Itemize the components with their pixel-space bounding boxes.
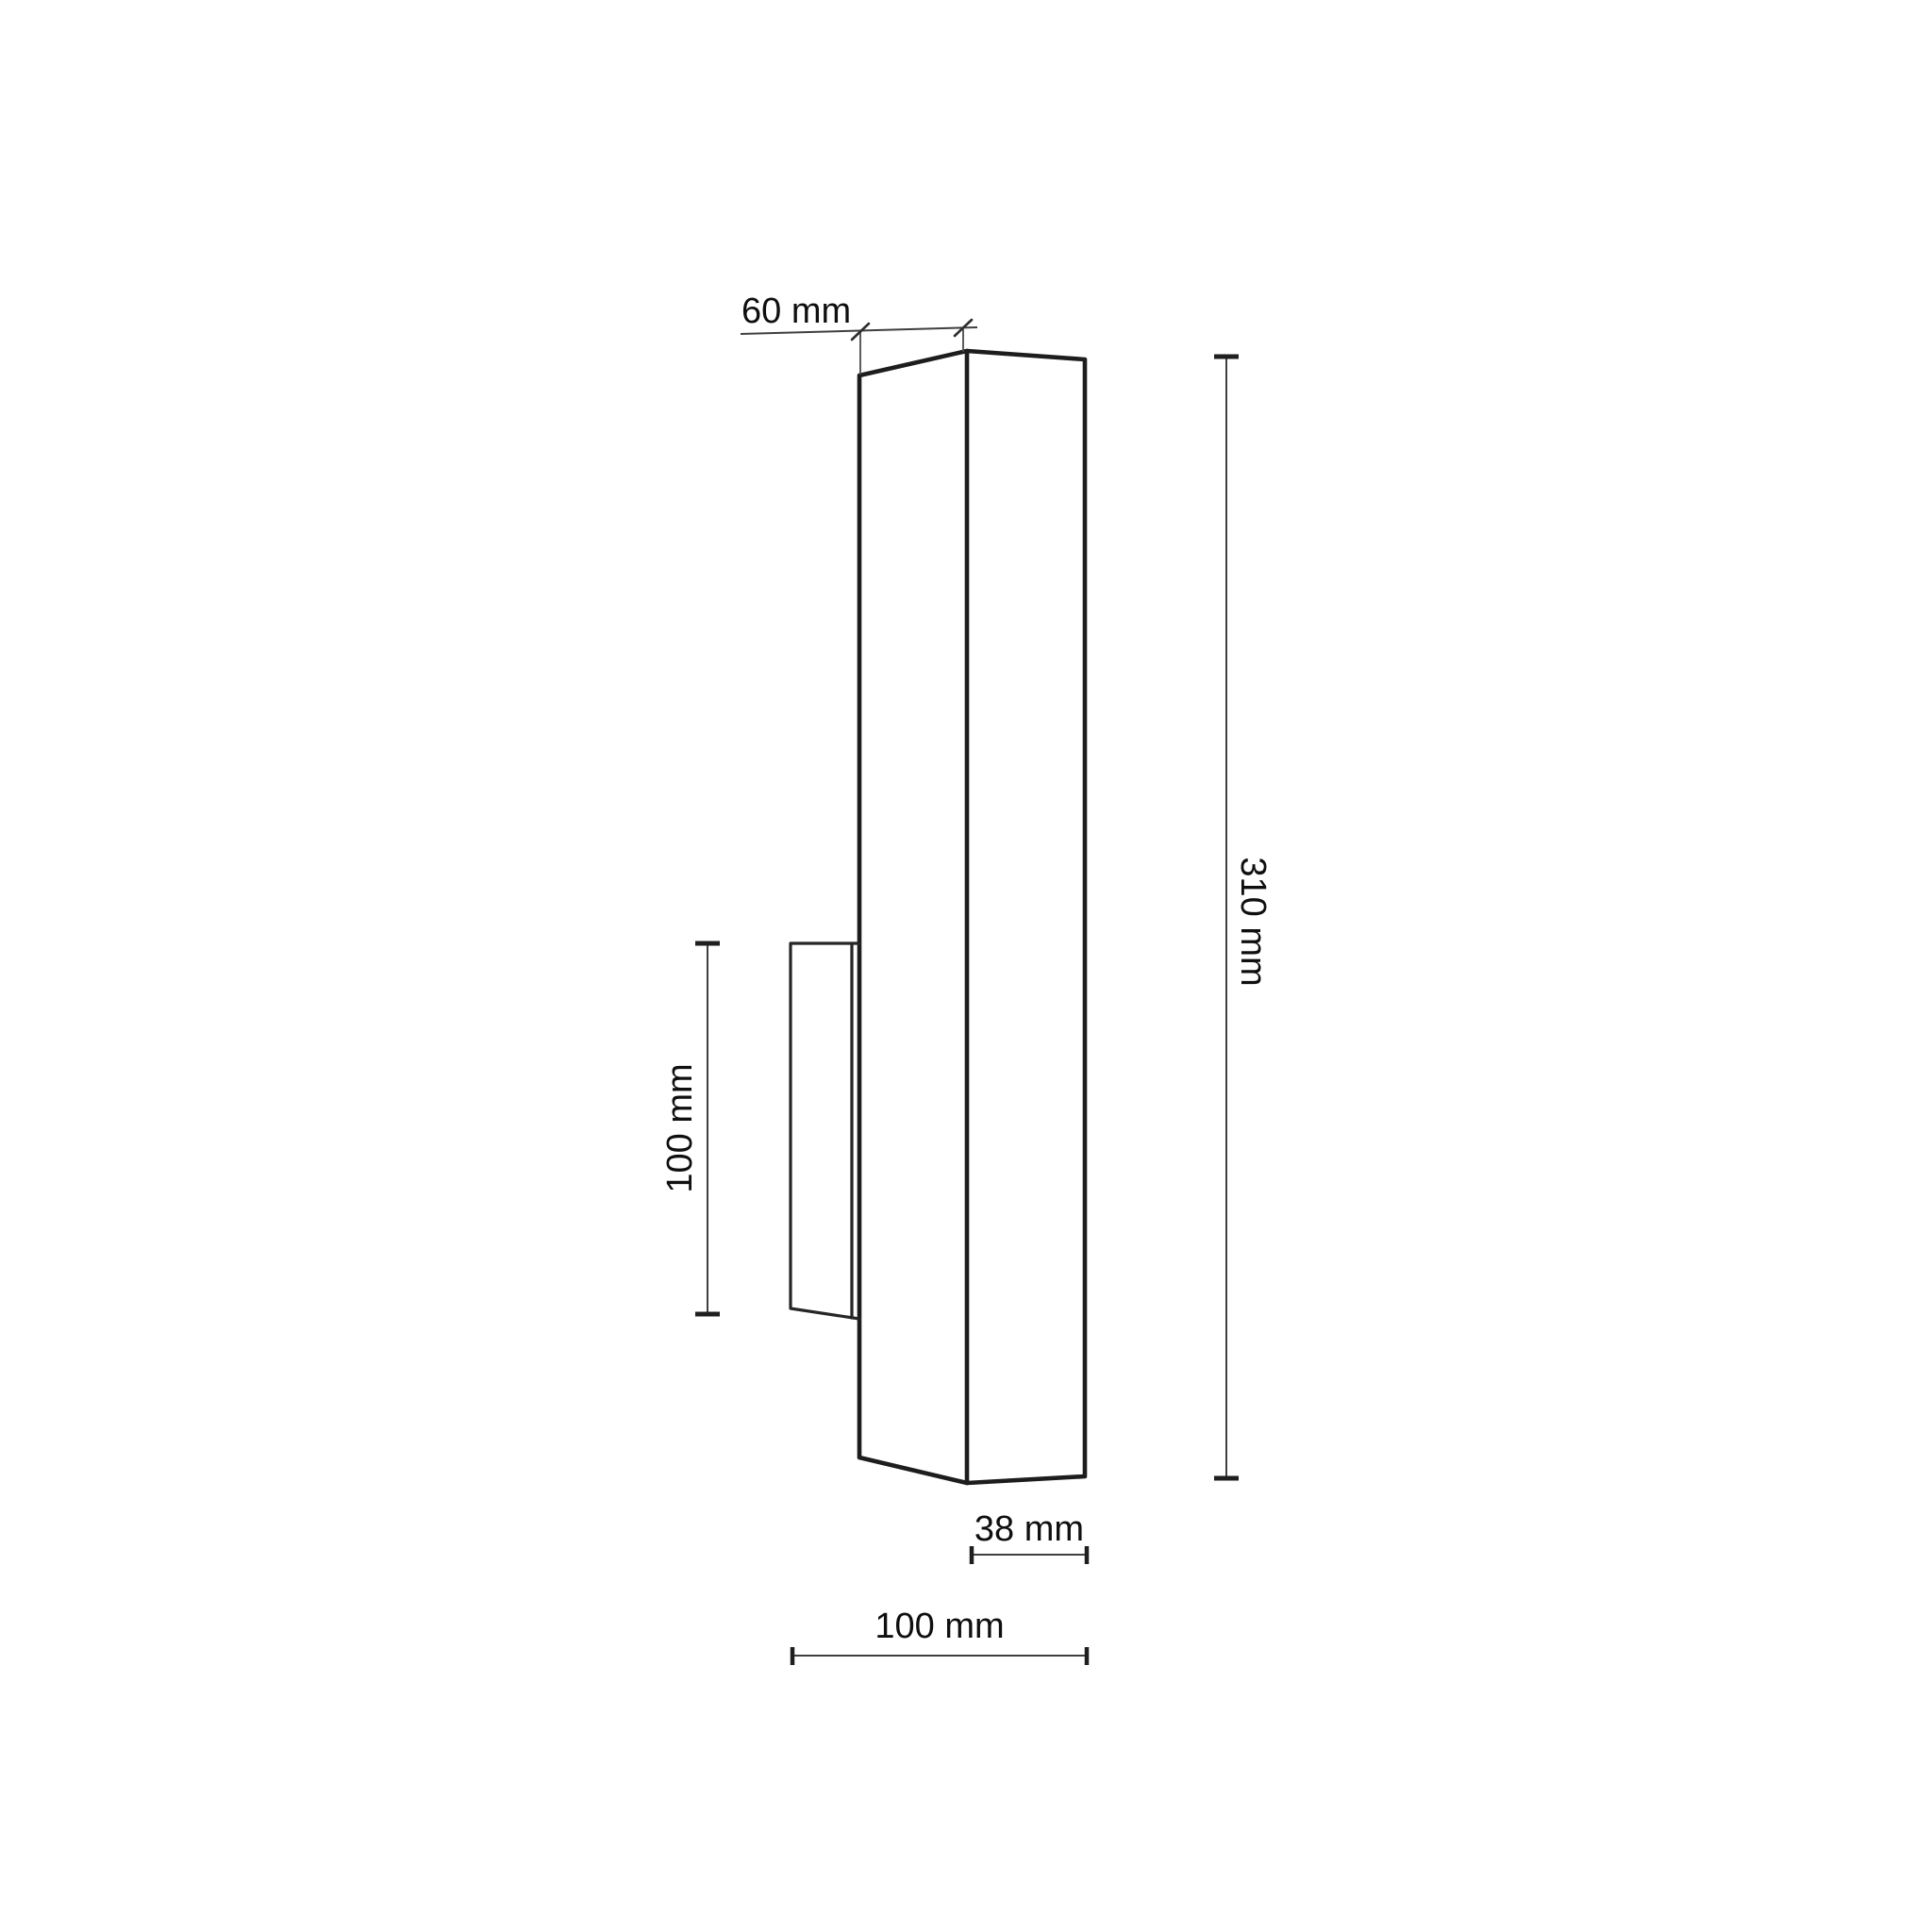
dim-label-height: 310 mm bbox=[1233, 857, 1273, 987]
dim-label-front-width: 38 mm bbox=[974, 1509, 1085, 1549]
dim-label-mount-height: 100 mm bbox=[660, 1063, 700, 1193]
lamp-body bbox=[859, 351, 1085, 1483]
dim-label-depth: 60 mm bbox=[741, 291, 852, 331]
dim-height bbox=[1214, 357, 1273, 1478]
dim-total-width bbox=[792, 1607, 1087, 1665]
lamp-body-front-face bbox=[967, 351, 1085, 1483]
dim-label-total-width: 100 mm bbox=[874, 1607, 1005, 1646]
dim-depth bbox=[741, 291, 977, 375]
dim-front-width bbox=[972, 1509, 1087, 1564]
mount-plate-outline bbox=[791, 943, 859, 1319]
lamp-body-side-face bbox=[859, 351, 967, 1483]
mount-plate bbox=[791, 943, 859, 1319]
dim-mount-height bbox=[660, 943, 720, 1314]
